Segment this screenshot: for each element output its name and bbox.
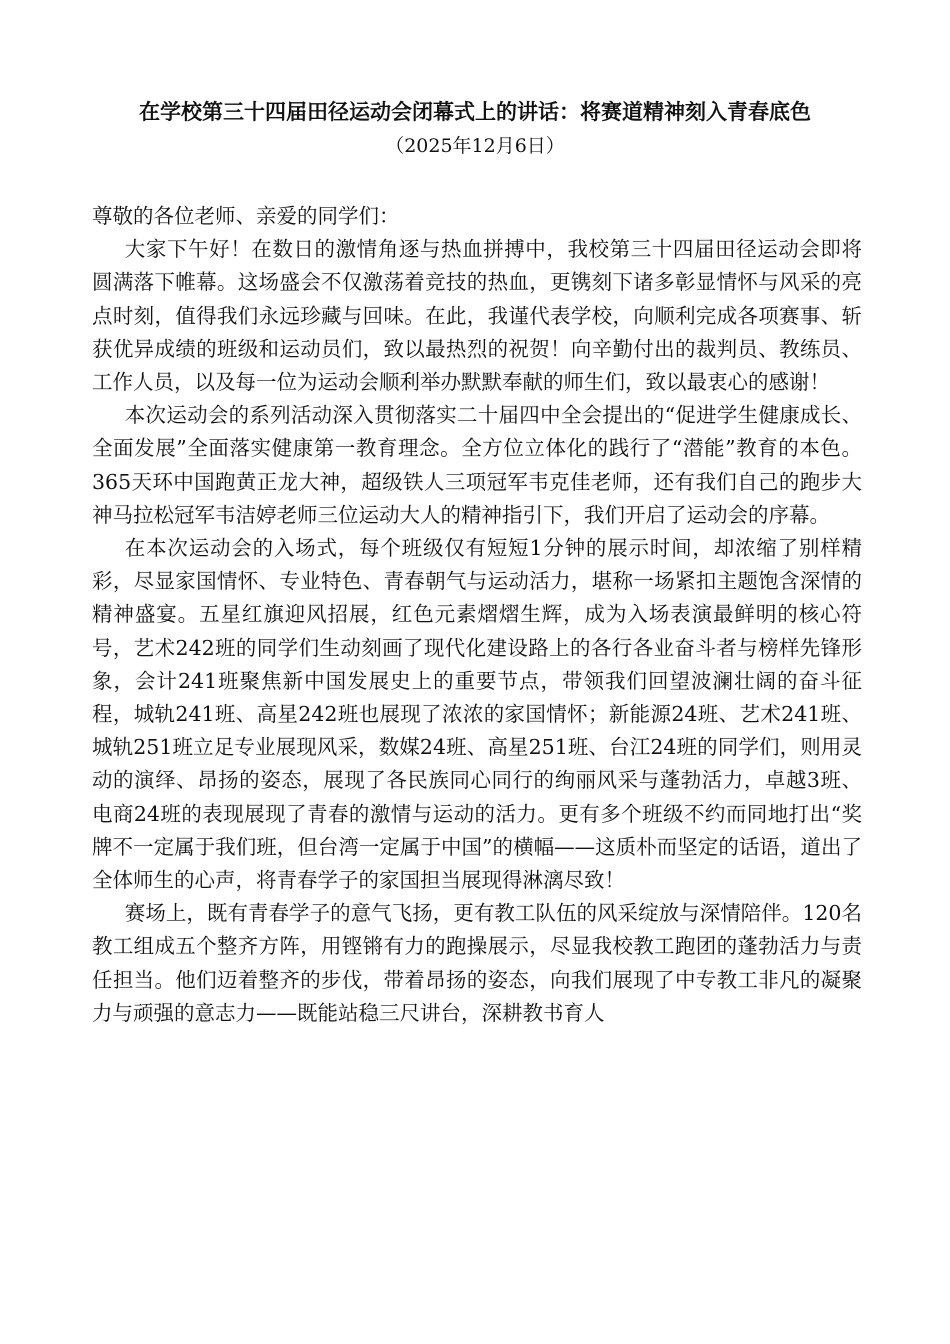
paragraph-activities: 本次运动会的系列活动深入贯彻落实二十届四中全会提出的“促进学生健康成长、全面发展”全面落实健康第一教育理念。全方位立体化的践行了“潜能”教育的本色。365天环中国跑黄正龙大神，超级铁人三项冠军韦克佳老师，还有我们自己的跑步大神马拉松冠军韦洁婷老师三位运动大人的精神指引下，我们开启了运动会的序幕。: [92, 403, 862, 527]
document-title: 在学校第三十四届田径运动会闭幕式上的讲话：将赛道精神刻入青春底色: [139, 99, 811, 124]
paragraph-staff-team: 赛场上，既有青春学子的意气飞扬，更有教工队伍的风采绽放与深情陪伴。120名教工组成五个整齐方阵，用铿锵有力的跑操展示，尽显我校教工跑团的蓬勃活力与责任担当。他们迈着整齐的步伐，带着昂扬的姿态，向我们展现了中专教工非凡的凝聚力与顽强的意志力——既能站稳三尺讲台，深耕教书育人: [92, 901, 862, 1025]
paragraph-greeting: 大家下午好！在数日的激情角逐与热血拼搏中，我校第三十四届田径运动会即将圆满落下帷幕。这场盛会不仅激荡着竞技的热血，更镌刻下诸多彰显情怀与风采的亮点时刻，值得我们永远珍藏与回味。在此，我谨代表学校，向顺利完成各项赛事、斩获优异成绩的班级和运动员们，致以最热烈的祝贺！向辛勤付出的裁判员、教练员、工作人员，以及每一位为运动会顺利举办默默奉献的师生们，致以最衷心的感谢！: [92, 237, 862, 395]
document-body: [92, 200, 862, 1030]
paragraph-opening-ceremony: 在本次运动会的入场式，每个班级仅有短短1分钟的展示时间，却浓缩了别样精彩，尽显家国情怀、专业特色、青春朝气与运动活力，堪称一场紧扣主题饱含深情的精神盛宴。五星红旗迎风招展，红色元素熠熠生辉，成为入场表演最鲜明的核心符号，艺术242班的同学们生动刻画了现代化建设路上的各行各业奋斗者与榜样先锋形象，会计241班聚焦新中国发展史上的重要节点，带领我们回望波澜壮阔的奋斗征程，城轨241班、高星242班也展现了浓浓的家国情怀；新能源24班、艺术241班、城轨251班立足专业展现风采，数媒24班、高星251班、台江24班的同学们，则用灵动的演绎、昂扬的姿态，展现了各民族同心同行的绚丽风采与蓬勃活力，卓越3班、电商24班的表现展现了青春的激情与运动的活力。更有多个班级不约而同地打出“奖牌不一定属于我们班，但台湾一定属于中国”的横幅——这质朴而坚定的话语，道出了全体师生的心声，将青春学子的家国担当展现得淋漓尽致！: [92, 536, 862, 893]
document-date: （2025年12月6日）: [385, 135, 565, 157]
salutation: 尊敬的各位老师、亲爱的同学们：: [92, 204, 400, 228]
